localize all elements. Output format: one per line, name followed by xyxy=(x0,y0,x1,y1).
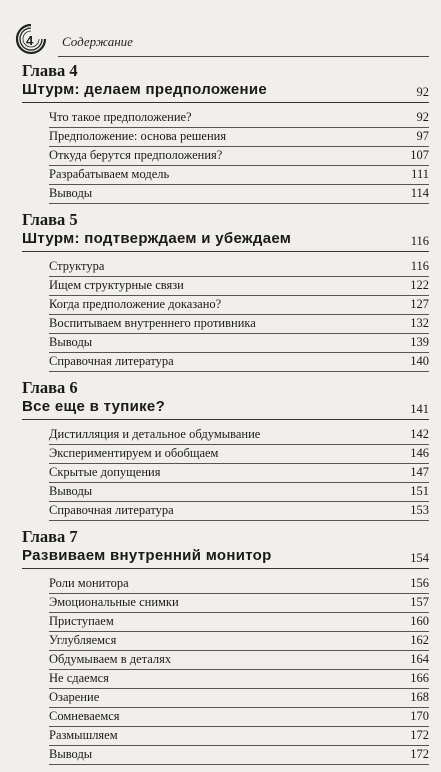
entry-page-number: 160 xyxy=(410,614,429,628)
toc-entry[interactable] xyxy=(0,109,441,128)
toc-entry[interactable] xyxy=(0,128,441,147)
entry-title: Обдумываем в деталях xyxy=(49,652,172,666)
entry-title: Откуда берутся предположения? xyxy=(49,148,223,162)
chapter-label: Глава 6 xyxy=(22,378,78,397)
entry-page-number: 139 xyxy=(410,335,429,349)
toc-entry[interactable] xyxy=(0,708,441,727)
entry-rule xyxy=(49,520,429,521)
entry-title: Структура xyxy=(49,259,105,273)
entry-page-number: 142 xyxy=(410,427,429,441)
toc-entry[interactable] xyxy=(0,258,441,277)
entry-title: Выводы xyxy=(49,747,93,761)
chapter-title: Все еще в тупике? xyxy=(22,398,166,415)
chapter-heading[interactable] xyxy=(0,80,441,102)
chapter-title: Штурм: подтверждаем и убеждаем xyxy=(22,230,292,247)
entry-page-number: 151 xyxy=(410,484,429,498)
entry-page-number: 168 xyxy=(410,690,429,704)
entry-title: Углубляемся xyxy=(49,633,117,647)
entry-page-number: 162 xyxy=(410,633,429,647)
entry-title: Предположение: основа решения xyxy=(49,129,227,143)
toc-entry[interactable] xyxy=(0,575,441,594)
toc-entry[interactable] xyxy=(0,594,441,613)
entry-title: Когда предположение доказано? xyxy=(49,297,222,311)
page-header xyxy=(0,0,441,70)
entry-page-number: 156 xyxy=(410,576,429,590)
entry-page-number: 157 xyxy=(410,595,429,609)
entry-title: Ищем структурные связи xyxy=(49,278,184,292)
toc-entry[interactable] xyxy=(0,483,441,502)
entry-page-number: 107 xyxy=(410,148,429,162)
toc-entry[interactable] xyxy=(0,147,441,166)
entry-title: Воспитываем внутреннего противника xyxy=(49,316,256,330)
entry-title: Экспериментируем и обобщаем xyxy=(49,446,219,460)
toc-entry[interactable] xyxy=(0,464,441,483)
entry-page-number: 127 xyxy=(410,297,429,311)
entry-page-number: 164 xyxy=(410,652,429,666)
toc-entry[interactable] xyxy=(0,502,441,521)
chapter-heading[interactable] xyxy=(0,229,441,251)
chapter-page-number: 116 xyxy=(410,234,429,248)
entry-page-number: 166 xyxy=(410,671,429,685)
entry-title: Сомневаемся xyxy=(49,709,120,723)
toc-entry[interactable] xyxy=(0,426,441,445)
entry-title: Выводы xyxy=(49,186,93,200)
chapter-title: Штурм: делаем предположение xyxy=(22,81,268,98)
toc-entry[interactable] xyxy=(0,689,441,708)
entry-page-number: 92 xyxy=(416,110,429,124)
entry-rule xyxy=(49,203,429,204)
entry-list xyxy=(0,419,441,521)
toc-entry[interactable] xyxy=(0,185,441,204)
chapter-rule xyxy=(22,568,429,569)
entry-title: Не сдаемся xyxy=(49,671,109,685)
toc-entry[interactable] xyxy=(0,727,441,746)
entry-page-number: 172 xyxy=(410,747,429,761)
entry-page-number: 116 xyxy=(410,259,429,273)
toc-entry[interactable] xyxy=(0,445,441,464)
entry-page-number: 122 xyxy=(410,278,429,292)
chapter-page-number: 141 xyxy=(410,402,429,416)
toc-entry[interactable] xyxy=(0,613,441,632)
entry-page-number: 140 xyxy=(410,354,429,368)
entry-title: Эмоциональные снимки xyxy=(49,595,179,609)
entry-title: Дистилляция и детальное обдумывание xyxy=(49,427,261,441)
toc-entry[interactable] xyxy=(0,277,441,296)
chapter-label: Глава 4 xyxy=(22,61,78,80)
entry-page-number: 147 xyxy=(410,465,429,479)
toc-entry[interactable] xyxy=(0,632,441,651)
toc-entry[interactable] xyxy=(0,746,441,765)
page-number: 4 xyxy=(26,33,34,48)
entry-page-number: 111 xyxy=(411,167,429,181)
toc-entry[interactable] xyxy=(0,670,441,689)
entry-title: Роли монитора xyxy=(49,576,129,590)
toc-entry[interactable] xyxy=(0,166,441,185)
chapter-label: Глава 7 xyxy=(22,527,78,546)
toc-entry[interactable] xyxy=(0,353,441,372)
chapter-heading[interactable] xyxy=(0,546,441,568)
entry-title: Разрабатываем модель xyxy=(49,167,170,181)
entry-title: Справочная литература xyxy=(49,503,174,517)
entry-title: Скрытые допущения xyxy=(49,465,161,479)
entry-title: Выводы xyxy=(49,484,93,498)
toc-entry[interactable] xyxy=(0,651,441,670)
table-of-contents xyxy=(0,62,441,772)
entry-title: Что такое предположение? xyxy=(49,110,192,124)
chapter-label: Глава 5 xyxy=(22,210,78,229)
chapter-heading[interactable] xyxy=(0,397,441,419)
chapter-rule xyxy=(22,102,429,103)
chapter-title: Развиваем внутренний монитор xyxy=(22,547,272,564)
entry-title: Приступаем xyxy=(49,614,114,628)
entry-title: Справочная литература xyxy=(49,354,174,368)
toc-entry[interactable] xyxy=(0,334,441,353)
chapter-section xyxy=(0,528,441,765)
entry-page-number: 170 xyxy=(410,709,429,723)
entry-page-number: 114 xyxy=(410,186,429,200)
toc-entry[interactable] xyxy=(0,315,441,334)
entry-page-number: 153 xyxy=(410,503,429,517)
chapter-section xyxy=(0,62,441,204)
chapter-section xyxy=(0,379,441,521)
entry-title: Выводы xyxy=(49,335,93,349)
chapter-rule xyxy=(22,419,429,420)
entry-list xyxy=(0,102,441,204)
chapter-rule xyxy=(22,251,429,252)
entry-title: Размышляем xyxy=(49,728,118,742)
chapter-section xyxy=(0,211,441,372)
entry-page-number: 146 xyxy=(410,446,429,460)
toc-entry[interactable] xyxy=(0,296,441,315)
entry-page-number: 132 xyxy=(410,316,429,330)
entry-list xyxy=(0,251,441,372)
entry-page-number: 97 xyxy=(416,129,429,143)
chapter-page-number: 92 xyxy=(416,85,429,99)
entry-list xyxy=(0,568,441,765)
chapter-page-number: 154 xyxy=(410,551,429,565)
entry-title: Озарение xyxy=(49,690,100,704)
entry-page-number: 172 xyxy=(410,728,429,742)
header-rule xyxy=(58,56,429,57)
entry-rule xyxy=(49,371,429,372)
running-header-title: Содержание xyxy=(62,34,133,49)
